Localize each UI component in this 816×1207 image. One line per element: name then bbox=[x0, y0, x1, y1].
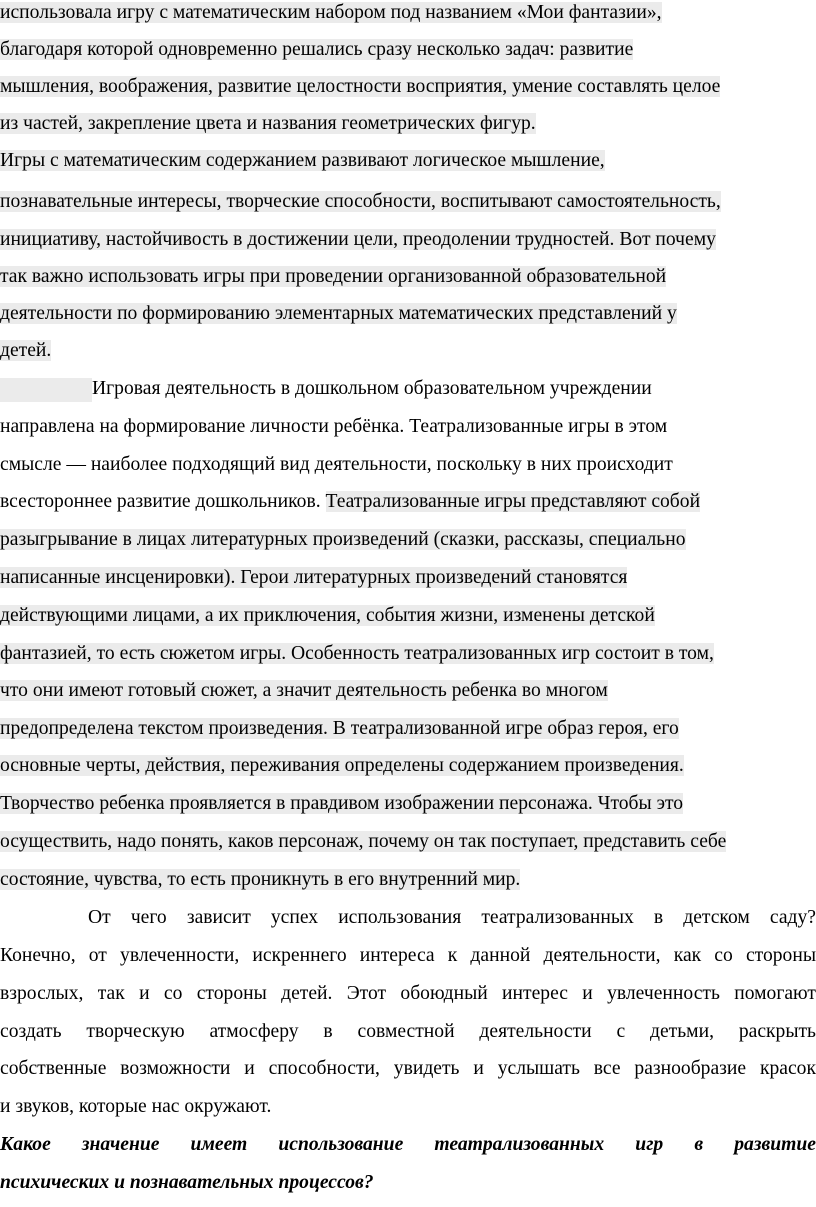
line-text: и звуков, которые нас окружают. bbox=[0, 1096, 272, 1117]
line-text: познавательные интересы, творческие способности, воспитывают самостоятельность, bbox=[0, 191, 721, 212]
line-text: предопределена текстом произведения. В театрализованной игре образ героя, его bbox=[0, 718, 679, 739]
line-text: психических и познавательных процессов? bbox=[0, 1172, 374, 1193]
line-text: так важно использовать игры при проведении организованной образовательной bbox=[0, 266, 667, 287]
text-line bbox=[0, 1013, 816, 1050]
text-line bbox=[0, 221, 716, 258]
line-text: собственные возможности и способности, увидеть и услышать все разнообразие красок bbox=[0, 1058, 816, 1079]
text-line bbox=[0, 183, 721, 220]
line-text: взрослых, так и со стороны детей. Этот обоюдный интерес и увлеченность помогают bbox=[0, 983, 816, 1004]
text-line bbox=[0, 937, 816, 974]
text-line bbox=[0, 521, 686, 558]
text-line bbox=[0, 635, 714, 672]
text-line bbox=[0, 446, 673, 483]
line-text: фантазией, то есть сюжетом игры. Особенность театрализованных игр состоит в том, bbox=[0, 643, 714, 664]
text-line bbox=[0, 68, 720, 105]
text-line bbox=[0, 861, 520, 898]
text-line bbox=[0, 142, 605, 179]
text-line bbox=[0, 483, 700, 520]
question-heading bbox=[0, 1126, 816, 1163]
text-line bbox=[0, 597, 655, 634]
line-text: разыгрывание в лицах литературных произведений (сказки, рассказы, специально bbox=[0, 529, 686, 550]
text-line-indented bbox=[88, 899, 816, 936]
text-line bbox=[0, 1050, 816, 1087]
line-text: написанные инсценировки). Герои литературных произведений становятся bbox=[0, 567, 628, 588]
line-text: От чего зависит успех использования театрализованных в детском саду? bbox=[88, 907, 816, 928]
line-text: Какое значение имеет использование театрализованных игр в развитие bbox=[0, 1134, 816, 1155]
line-text: из частей, закрепление цвета и названия геометрических фигур. bbox=[0, 113, 536, 134]
text-line bbox=[0, 31, 633, 68]
question-heading bbox=[0, 1164, 374, 1201]
line-text: Игровая деятельность в дошкольном образовательном учреждении bbox=[92, 378, 652, 399]
text-line-indented bbox=[0, 370, 652, 407]
line-text-highlighted: Театрализованные игры представляют собой bbox=[325, 491, 701, 512]
line-text: Конечно, от увлеченности, искреннего интереса к данной деятельности, как со стороны bbox=[0, 945, 816, 966]
line-text: что они имеют готовый сюжет, а значит деятельность ребенка во многом bbox=[0, 680, 608, 701]
line-text: Игры с математическим содержанием развивают логическое мышление, bbox=[0, 150, 605, 171]
text-line bbox=[0, 672, 608, 709]
text-line bbox=[0, 710, 679, 747]
line-text: инициативу, настойчивость в достижении цели, преодолении трудностей. Вот почему bbox=[0, 229, 716, 250]
line-text: деятельности по формированию элементарных математических представлений у bbox=[0, 303, 677, 324]
text-line bbox=[0, 0, 662, 31]
line-text: всестороннее развитие дошкольников. bbox=[0, 491, 326, 512]
text-line bbox=[0, 823, 726, 860]
line-text: смысле — наиболее подходящий вид деятельности, поскольку в них происходит bbox=[0, 454, 673, 475]
text-line bbox=[0, 332, 51, 369]
line-text: мышления, воображения, развитие целостности восприятия, умение составлять целое bbox=[0, 76, 721, 97]
line-text: действующими лицами, а их приключения, события жизни, изменены детской bbox=[0, 605, 655, 626]
line-text: детей. bbox=[0, 340, 52, 361]
line-text: Творчество ребенка проявляется в правдивом изображении персонажа. Чтобы это bbox=[0, 793, 684, 814]
text-line bbox=[0, 408, 667, 445]
text-line bbox=[0, 747, 684, 784]
line-text: использовала игру с математическим набором под названием «Мои фантазии», bbox=[0, 2, 662, 23]
text-line bbox=[0, 1088, 271, 1125]
line-text: благодаря которой одновременно решались сразу несколько задач: развитие bbox=[0, 39, 634, 60]
line-text: направлена на формирование личности ребёнка. Театрализованные игры в этом bbox=[0, 416, 668, 437]
highlight-indent bbox=[0, 378, 92, 402]
text-line bbox=[0, 105, 536, 142]
text-line bbox=[0, 785, 683, 822]
text-line bbox=[0, 975, 816, 1012]
text-line bbox=[0, 559, 627, 596]
line-text: состояние, чувства, то есть проникнуть в его внутренний мир. bbox=[0, 869, 521, 890]
line-text: осуществить, надо понять, каков персонаж, почему он так поступает, представить себе bbox=[0, 831, 727, 852]
line-text: основные черты, действия, переживания определены содержанием произведения. bbox=[0, 755, 684, 776]
text-line bbox=[0, 258, 666, 295]
text-line bbox=[0, 295, 677, 332]
line-text: создать творческую атмосферу в совместной деятельности с детьми, раскрыть bbox=[0, 1021, 816, 1042]
